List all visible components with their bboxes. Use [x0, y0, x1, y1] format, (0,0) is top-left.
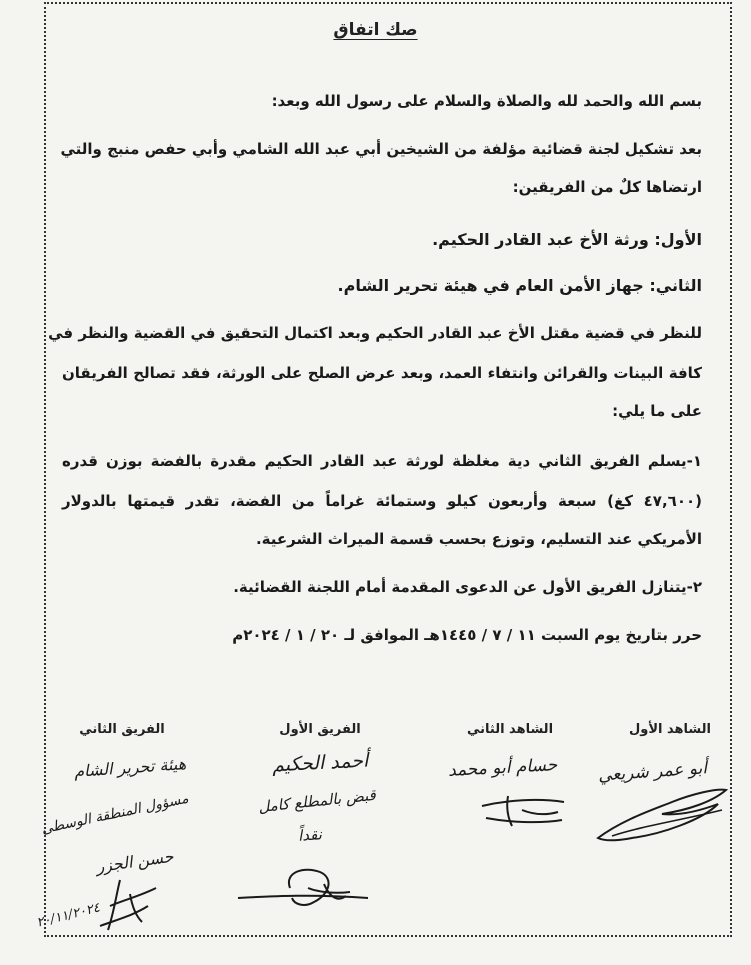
title-text: صك اتفاق — [333, 20, 418, 40]
clause-1-line-1: ١-يسلم الفريق الثاني دية مغلظة لورثة عبد القادر الحكيم مقدرة بالفضة بوزن قدره — [62, 452, 702, 470]
first-party-handwriting-name: أحمد الحكيم — [271, 749, 369, 777]
clause-2: ٢-يتنازل الفريق الأول عن الدعوى المقدمة أمام اللجنة القضائية. — [233, 578, 702, 596]
handwritten-date: ٢٠/١١/٢٠٢٤ — [35, 900, 102, 931]
review-line-3: على ما يلي: — [612, 402, 702, 420]
first-party-handwriting-cash: نقداً — [297, 825, 323, 845]
opening-line: بسم الله والحمد لله والصلاة والسلام على رسول الله وبعد: — [271, 92, 702, 110]
second-witness-signature — [478, 792, 568, 832]
party-second: الثاني: جهاز الأمن العام في هيئة تحرير الشام. — [337, 276, 702, 295]
committee-line-1: بعد تشكيل لجنة قضائية مؤلفة من الشيخين أبي عبد الله الشامي وأبي حفص منبج والتي — [60, 140, 702, 158]
review-line-2: كافة البينات والقرائن وانتفاء العمد، وبعد عرض الصلح على الورثة، فقد تصالح الفريقان — [62, 364, 702, 382]
second-witness-label: الشاهد الثاني — [466, 722, 554, 737]
clause-1-line-2: (٤٧,٦٠٠ كغ) سبعة وأربعون كيلو وستمائة غراماً من الفضة، تقدر قيمتها بالدولار — [62, 492, 702, 510]
party-first: الأول: ورثة الأخ عبد القادر الحكيم. — [432, 230, 702, 249]
first-witness-signature — [592, 780, 732, 850]
first-party-label: الفريق الأول — [279, 722, 361, 737]
review-line-1: للنظر في قضية مقتل الأخ عبد القادر الحكيم وبعد اكتمال التحقيق في القضية والنظر في — [48, 324, 702, 342]
date-line: حرر بتاريخ يوم السبت ١١ / ٧ / ١٤٤٥هـ الموافق لـ ٢٠ / ١ / ٢٠٢٤م — [232, 626, 702, 644]
first-party-handwriting-note: قبض بالمطلع كامل — [257, 785, 377, 817]
first-witness-label: الشاهد الأول — [629, 722, 711, 737]
clause-1-line-3: الأمريكي عند التسليم، وتوزع بحسب قسمة الميراث الشرعية. — [255, 530, 702, 548]
document-title — [0, 20, 751, 40]
committee-line-2: ارتضاها كلٌ من الفريقين: — [512, 178, 702, 196]
second-party-handwriting-name: حسن الجزر — [95, 846, 175, 877]
second-party-handwriting-org: هيئة تحرير الشام — [73, 754, 187, 781]
second-party-handwriting-role: مسؤول المنطقة الوسطى — [39, 790, 190, 838]
second-witness-handwriting: حسام أبو محمد — [447, 755, 558, 781]
first-party-signature — [234, 858, 374, 918]
second-party-signature — [70, 876, 170, 936]
second-party-label: الفريق الثاني — [79, 722, 165, 737]
first-witness-handwriting: أبو عمر شريعي — [597, 758, 708, 786]
